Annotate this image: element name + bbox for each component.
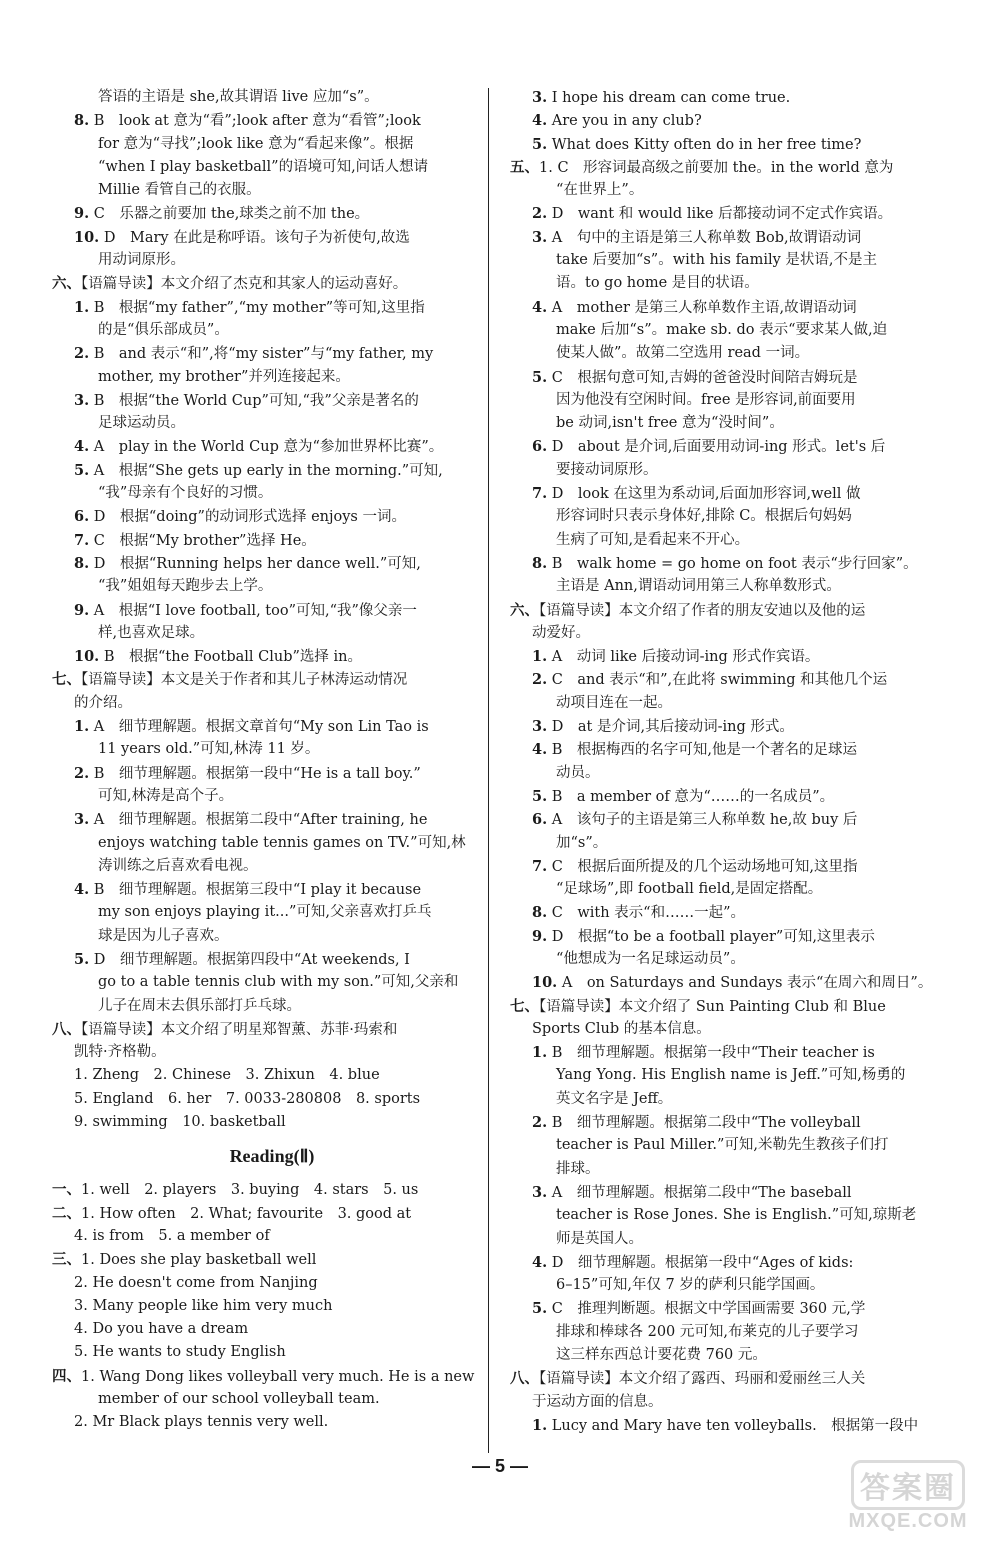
text-line (510, 1088, 950, 1111)
line-text: 【语篇导读】本文介绍了露西、玛丽和爱丽丝三人关 (539, 1371, 866, 1388)
text-line (52, 1202, 492, 1225)
text-line (510, 948, 950, 971)
item-number: 六、 (52, 275, 81, 293)
line-text: 动爱好。 (532, 624, 590, 641)
text-line (510, 762, 950, 785)
text-line (510, 1064, 950, 1087)
item-number: 5. (74, 461, 90, 479)
line-text: 【语篇导读】本文介绍了明星郑智薰、苏菲·玛索和 (81, 1021, 398, 1038)
line-text: Millie 看管自己的衣服。 (98, 182, 261, 199)
line-text: A 细节理解题。根据文章首句“My son Lin Tao is (89, 719, 429, 736)
text-line (510, 1181, 950, 1204)
line-text: D 细节理解题。根据第四段中“At weekends, I (89, 951, 410, 968)
line-text: 涛训练之后喜欢看电视。 (98, 857, 258, 874)
line-text: 师是英国人。 (556, 1230, 643, 1247)
line-text: mother, my brother”并列连接起来。 (98, 368, 350, 385)
line-text: A mother 是第三人称单数作主语,故谓语动词 (547, 299, 857, 316)
item-number: 一、 (52, 1181, 81, 1199)
item-number: 4. (74, 881, 90, 899)
text-line (510, 575, 950, 598)
text-line (510, 1134, 950, 1157)
line-text: D about 是介词,后面要用动词-ing 形式。let's 后 (547, 439, 886, 456)
text-line (52, 459, 492, 482)
text-line (52, 529, 492, 552)
line-text: 因为他没有空闲时间。free 是形容词,前面要用 (556, 391, 856, 408)
text-line (510, 133, 950, 156)
item-number: 10. (74, 648, 100, 666)
item-number: 四、 (52, 1367, 81, 1385)
page-number: — 5 — (471, 1456, 528, 1476)
line-text: A 细节理解题。根据第二段中“After training, he (89, 812, 428, 829)
text-line (510, 971, 950, 994)
line-text: 1. well 2. players 3. buying 4. stars 5. us (81, 1182, 419, 1199)
line-text: D at 是介词,其后接动词-ing 形式。 (547, 719, 794, 736)
watermark (828, 1460, 988, 1533)
text-line (52, 901, 492, 924)
text-line (52, 971, 492, 994)
line-text: C 根据句意可知,吉姆的爸爸没时间陪吉姆玩是 (547, 369, 858, 386)
line-text: my son enjoys playing it...”可知,父亲喜欢打乒乓 (98, 904, 432, 921)
text-line (510, 1367, 950, 1390)
text-line (52, 948, 492, 971)
line-text: B 细节理解题。根据第一段中“He is a tall boy.” (89, 765, 421, 782)
line-text: 主语是 Ann,谓语动词用第三人称单数形式。 (556, 578, 841, 595)
text-line (52, 1341, 492, 1364)
item-number: 4. (532, 298, 548, 316)
item-number: 7. (532, 857, 548, 875)
text-line (52, 668, 492, 691)
text-line (52, 366, 492, 389)
text-line (510, 389, 950, 412)
line-text: D look 在这里为系动词,后面加形容词,well 做 (547, 486, 861, 503)
item-number: 3. (532, 89, 548, 106)
text-line (510, 715, 950, 738)
item-number: 5. (532, 368, 548, 386)
text-line (510, 296, 950, 319)
item-number: 1. (532, 648, 548, 666)
line-text: 的介绍。 (74, 694, 132, 711)
text-line (52, 1411, 492, 1434)
text-line (52, 1064, 492, 1087)
line-text: 排球和棒球各 200 元可知,布莱克的儿子要学习 (556, 1323, 859, 1340)
text-line (510, 855, 950, 878)
text-line (52, 1295, 492, 1318)
text-line (510, 738, 950, 761)
item-number: 六、 (510, 601, 539, 619)
item-number: 10. (74, 228, 100, 246)
line-text: B 根据“the Football Club”选择 in。 (99, 649, 362, 666)
text-line (52, 296, 492, 319)
text-line (510, 202, 950, 225)
line-text: 足球运动员。 (98, 415, 185, 432)
line-text: 1. C 形容词最高级之前要加 the。in the world 意为 (539, 159, 894, 176)
item-number: 6. (532, 438, 548, 456)
item-number: 3. (74, 391, 90, 409)
right-column (510, 86, 950, 1437)
line-text: 【语篇导读】本文介绍了作者的朋友安迪以及他的运 (539, 602, 866, 619)
item-number: 4. (532, 741, 548, 759)
text-line (510, 1041, 950, 1064)
line-text: 4. is from 5. a member of (74, 1227, 270, 1244)
line-text: 9. swimming 10. basketball (74, 1114, 286, 1131)
text-line (52, 505, 492, 528)
line-text: B 根据“my father”,“my mother”等可知,这里指 (89, 299, 425, 316)
text-line (510, 785, 950, 808)
line-text: 【语篇导读】本文是关于作者和其儿子林涛运动情况 (81, 672, 408, 689)
line-text: 答语的主语是 she,故其谓语 live 应加“s”。 (98, 89, 379, 105)
item-number: 五、 (510, 158, 539, 176)
line-text: What does Kitty often do in her free time? (547, 136, 862, 153)
line-text: A play in the World Cup 意为“参加世界杯比赛”。 (89, 439, 444, 456)
item-number: 7. (74, 531, 90, 549)
text-line (52, 482, 492, 505)
text-line (52, 575, 492, 598)
item-number: 7. (532, 485, 548, 503)
line-text: “我”母亲有个良好的习惯。 (98, 485, 273, 502)
text-line (52, 832, 492, 855)
text-line (52, 925, 492, 948)
item-number: 4. (532, 112, 548, 130)
text-line (510, 156, 950, 179)
line-text: A 动词 like 后接动词-ing 形式作宾语。 (547, 649, 820, 666)
line-text: 要接动词原形。 (556, 461, 658, 478)
text-line (510, 272, 950, 295)
line-text: 于运动方面的信息。 (532, 1393, 663, 1410)
text-line (52, 226, 492, 249)
text-line (52, 133, 492, 156)
line-text: 凯特·齐格勒。 (74, 1044, 166, 1061)
line-text: A on Saturdays and Sundays 表示“在周六和周日”。 (557, 975, 933, 992)
line-text: be 动词,isn't free 意为“没时间”。 (556, 415, 784, 432)
line-text: B 细节理解题。根据第三段中“I play it because (89, 882, 422, 899)
line-text: I hope his dream can come true. (547, 90, 791, 106)
item-number: 2. (532, 671, 548, 689)
line-text: 4. Do you have a dream (74, 1321, 249, 1338)
item-number: 4. (74, 438, 90, 456)
line-text: 语。to go home 是目的状语。 (556, 275, 759, 292)
line-text: 2. He doesn't come from Nanjing (74, 1274, 318, 1291)
text-line (52, 1318, 492, 1341)
text-line (52, 1111, 492, 1134)
line-text: D 细节理解题。根据第一段中“Ages of kids: (547, 1254, 854, 1271)
line-text: “足球场”,即 football field,是固定搭配。 (556, 881, 823, 898)
text-line (52, 1388, 492, 1411)
line-text: B 细节理解题。根据第二段中“The volleyball (547, 1115, 861, 1132)
text-line (510, 1297, 950, 1320)
item-number: 二、 (52, 1204, 81, 1222)
text-line (510, 808, 950, 831)
item-number: 5. (532, 787, 548, 805)
text-line (510, 1228, 950, 1251)
line-text: for 意为“寻找”;look like 意为“看起来像”。根据 (98, 135, 414, 152)
item-number: 2. (532, 1114, 548, 1132)
text-line (52, 1018, 492, 1041)
text-line (52, 599, 492, 622)
line-text: 1. How often 2. What; favourite 3. good at (81, 1205, 412, 1222)
line-text: B 根据梅西的名字可知,他是一个著名的足球运 (547, 742, 858, 759)
text-line (510, 832, 950, 855)
text-line (510, 668, 950, 691)
text-line (510, 1204, 950, 1227)
text-line (510, 529, 950, 552)
text-line (510, 1111, 950, 1134)
line-text: A 句中的主语是第三人称单数 Bob,故谓语动词 (547, 229, 862, 246)
item-number: 3. (532, 1183, 548, 1201)
line-text: A 根据“She gets up early in the morning.”可知, (89, 462, 443, 479)
text-line (510, 995, 950, 1018)
line-text: D want 和 would like 后都接动词不定式作宾语。 (547, 206, 893, 223)
text-line (510, 505, 950, 528)
item-number: 5. (74, 950, 90, 968)
text-line (510, 1018, 950, 1041)
text-line (52, 785, 492, 808)
line-text: 的是“俱乐部成员”。 (98, 321, 229, 338)
text-line (52, 995, 492, 1018)
line-text: 5. He wants to study English (74, 1344, 286, 1361)
line-text: 形容词时只表示身体好,排除 C。根据后句妈妈 (556, 508, 852, 525)
item-number: 8. (74, 554, 90, 572)
text-line (510, 552, 950, 575)
line-text: Sports Club 的基本信息。 (532, 1020, 711, 1037)
text-line (52, 342, 492, 365)
line-text: enjoys watching table tennis games on TV.”可知,林 (98, 834, 466, 851)
line-text: 使某人做”。故第二空选用 read 一词。 (556, 345, 810, 362)
line-text: 英文名字是 Jeff。 (556, 1090, 673, 1107)
item-number: 6. (74, 508, 90, 526)
line-text: 球是因为儿子喜欢。 (98, 927, 229, 944)
line-text: “when I play basketball”的语境可知,问话人想请 (98, 158, 429, 175)
text-line (510, 1274, 950, 1297)
text-line (510, 412, 950, 435)
line-text: take 后要加“s”。with his family 是状语,不是主 (556, 252, 878, 269)
text-line (52, 249, 492, 272)
text-line (510, 459, 950, 482)
text-line (52, 622, 492, 645)
text-line (52, 552, 492, 575)
item-number: 八、 (510, 1370, 539, 1388)
text-line (52, 762, 492, 785)
text-line (52, 1225, 492, 1248)
text-line (510, 86, 950, 109)
text-line (510, 1344, 950, 1367)
text-line (510, 1414, 950, 1437)
line-text: A 该句子的主语是第三人称单数 he,故 buy 后 (547, 812, 858, 829)
text-line (52, 692, 492, 715)
line-text: 5. England 6. her 7. 0033-280808 8. sports (74, 1090, 421, 1107)
line-text: B a member of 意为“……的一名成员”。 (547, 788, 835, 805)
line-text: C 根据“My brother”选择 He。 (89, 532, 316, 549)
line-text: 6–15”可知,年仅 7 岁的萨利只能学国画。 (556, 1277, 825, 1294)
item-number: 9. (74, 205, 90, 223)
line-text: 加“s”。 (556, 834, 608, 851)
line-text: “在世界上”。 (556, 182, 644, 199)
text-line (510, 109, 950, 132)
line-text: 生病了可知,是看起来不开心。 (556, 531, 750, 548)
line-text: go to a table tennis club with my son.”可知,父亲和 (98, 974, 459, 991)
line-text: 排球。 (556, 1160, 600, 1177)
item-number: 5. (532, 135, 548, 153)
line-text: Are you in any club? (547, 113, 702, 130)
line-text: teacher is Paul Miller.”可知,米勒先生教孩子们打 (556, 1137, 889, 1154)
line-text: 2. Mr Black plays tennis very well. (74, 1414, 329, 1431)
line-text: A 根据“I love football, too”可知,“我”像父亲一 (89, 602, 417, 619)
line-text: 1. Wang Dong likes volleyball very much. He is a new (81, 1368, 475, 1385)
line-text: 这三样东西总计要花费 760 元。 (556, 1347, 767, 1364)
text-line (510, 692, 950, 715)
text-line (510, 1158, 950, 1181)
text-line (52, 1088, 492, 1111)
text-line (52, 109, 492, 132)
line-text: Lucy and Mary have ten volleyballs. 根据第一段中 (547, 1417, 919, 1434)
item-number: 8. (532, 904, 548, 922)
text-line (52, 1272, 492, 1295)
item-number: 4. (532, 1253, 548, 1271)
line-text: 【语篇导读】本文介绍了 Sun Painting Club 和 Blue (539, 998, 886, 1015)
item-number: 2. (74, 764, 90, 782)
text-line (510, 599, 950, 622)
item-number: 七、 (510, 997, 539, 1015)
text-line (510, 1321, 950, 1344)
text-line (510, 435, 950, 458)
text-line (52, 645, 492, 668)
text-line (510, 342, 950, 365)
line-text: B 细节理解题。根据第一段中“Their teacher is (547, 1045, 875, 1062)
text-line (52, 1178, 492, 1201)
text-line (52, 86, 492, 109)
text-line (52, 738, 492, 761)
item-number: 8. (74, 112, 90, 130)
line-text: B look at 意为“看”;look after 意为“看管”;look (89, 113, 421, 130)
item-number: 6. (532, 811, 548, 829)
text-line (510, 878, 950, 901)
item-number: 3. (532, 718, 548, 736)
text-line (510, 925, 950, 948)
line-text: 可知,林涛是高个子。 (98, 787, 234, 804)
watermark-logo: 答案圈 (851, 1460, 965, 1510)
item-number: 10. (532, 974, 558, 992)
text-line (52, 715, 492, 738)
item-number: 三、 (52, 1251, 81, 1269)
line-text: 1. Does she play basketball well (81, 1252, 317, 1269)
text-line (510, 901, 950, 924)
text-line (510, 226, 950, 249)
line-text: D Mary 在此是称呼语。该句子为祈使句,故选 (99, 229, 410, 246)
line-text: “他想成为一名足球运动员”。 (556, 950, 745, 967)
item-number: 1. (532, 1044, 548, 1062)
item-number: 9. (532, 927, 548, 945)
text-line (52, 179, 492, 202)
line-text: “我”姐姐每天跑步去上学。 (98, 578, 273, 595)
line-text: D 根据“to be a football player”可知,这里表示 (547, 928, 875, 945)
text-line (52, 272, 492, 295)
text-line (510, 622, 950, 645)
item-number: 1. (532, 1416, 548, 1434)
line-text: 儿子在周末去俱乐部打乒乓球。 (98, 997, 301, 1014)
text-line (52, 1041, 492, 1064)
item-number: 3. (74, 811, 90, 829)
text-line (52, 1365, 492, 1388)
line-text: member of our school volleyball team. (98, 1391, 380, 1408)
line-text: Yang Yong. His English name is Jeff.”可知,杨勇的 (556, 1067, 906, 1084)
text-line (510, 1251, 950, 1274)
text-line (52, 855, 492, 878)
item-number: 2. (74, 345, 90, 363)
line-text: B walk home = go home on foot 表示“步行回家”。 (547, 555, 918, 572)
text-line (52, 319, 492, 342)
line-text: C 根据后面所提及的几个运动场地可知,这里指 (547, 858, 858, 875)
line-text: 用动词原形。 (98, 252, 185, 269)
line-text: B and 表示“和”,将“my sister”与“my father, my (89, 346, 434, 363)
line-text: D 根据“doing”的动词形式选择 enjoys 一词。 (89, 509, 406, 526)
text-line (52, 878, 492, 901)
item-number: 3. (532, 228, 548, 246)
text-line (510, 482, 950, 505)
item-number: 七、 (52, 671, 81, 689)
item-number: 9. (74, 601, 90, 619)
text-line (510, 366, 950, 389)
line-text: B 根据“the World Cup”可知,“我”父亲是著名的 (89, 392, 419, 409)
text-line (510, 319, 950, 342)
left-column (52, 86, 492, 1435)
text-line (510, 645, 950, 668)
line-text: make 后加“s”。make sb. do 表示“要求某人做,迫 (556, 321, 888, 338)
text-line (52, 389, 492, 412)
line-text: 3. Many people like him very much (74, 1297, 333, 1314)
line-text: 11 years old.”可知,林涛 11 岁。 (98, 741, 320, 758)
line-text: teacher is Rose Jones. She is English.”可知,琼斯老 (556, 1207, 917, 1224)
item-number: 1. (74, 718, 90, 736)
line-text: C 推理判断题。根据文中学国画需要 360 元,学 (547, 1301, 866, 1318)
line-text: A 细节理解题。根据第二段中“The baseball (547, 1184, 852, 1201)
text-line (52, 808, 492, 831)
item-number: 5. (532, 1300, 548, 1318)
item-number: 8. (532, 554, 548, 572)
item-number: 1. (74, 298, 90, 316)
line-text: 1. Zheng 2. Chinese 3. Zhixun 4. blue (74, 1067, 380, 1084)
text-line (510, 179, 950, 202)
line-text: 【语篇导读】本文介绍了杰克和其家人的运动喜好。 (81, 276, 408, 293)
section-title: Reading(Ⅱ) (229, 1146, 315, 1167)
text-line (52, 202, 492, 225)
text-line (510, 249, 950, 272)
item-number: 八、 (52, 1020, 81, 1038)
text-line (52, 435, 492, 458)
line-text: D 根据“Running helps her dance well.”可知, (89, 555, 421, 572)
text-line (52, 156, 492, 179)
text-line (52, 1248, 492, 1271)
line-text: C and 表示“和”,在此将 swimming 和其他几个运 (547, 672, 888, 689)
line-text: 样,也喜欢足球。 (98, 624, 205, 641)
line-text: 动项目连在一起。 (556, 694, 672, 711)
line-text: C with 表示“和……一起”。 (547, 905, 745, 922)
watermark-url: MXQE.COM (848, 1510, 968, 1532)
text-line (510, 1391, 950, 1414)
line-text: 动员。 (556, 764, 600, 781)
line-text: C 乐器之前要加 the,球类之前不加 the。 (89, 206, 370, 223)
text-line (52, 412, 492, 435)
item-number: 2. (532, 205, 548, 223)
